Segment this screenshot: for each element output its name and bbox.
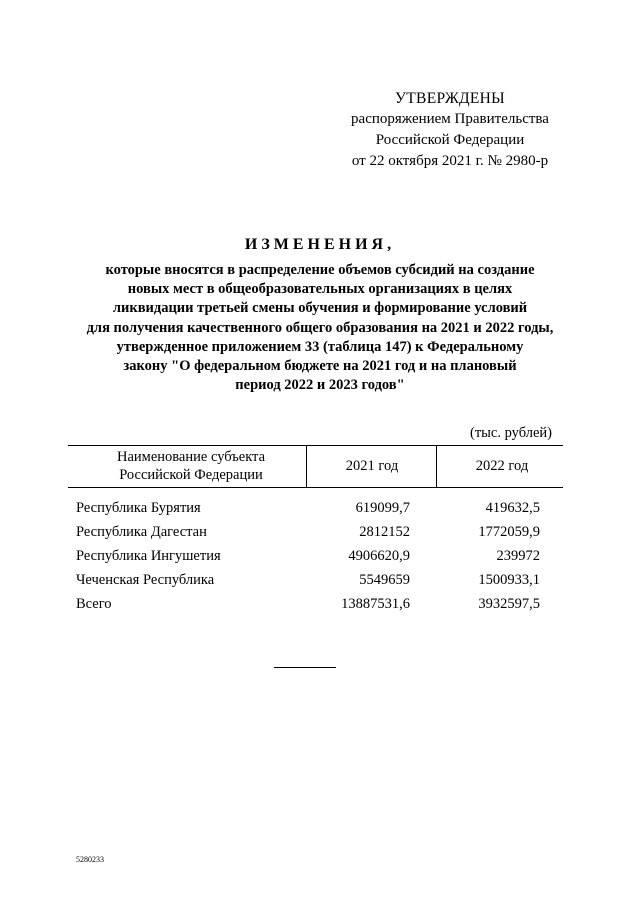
document-subtitle — [55, 261, 585, 395]
approval-block — [330, 88, 570, 172]
subtitle-line: период 2022 и 2023 годов" — [235, 377, 405, 394]
total-label: Всего — [76, 596, 112, 612]
column-divider — [306, 445, 307, 487]
value-2022: 419632,5 — [485, 500, 540, 516]
total-2021: 13887531,6 — [341, 596, 410, 612]
table-header-rule — [68, 487, 563, 488]
header-name: Наименование субъекта Российской Федерации — [116, 449, 266, 483]
units-label: (тыс. рублей) — [470, 425, 552, 441]
region-name: Республика Бурятия — [76, 500, 201, 516]
total-2022: 3932597,5 — [478, 596, 540, 612]
subtitle-line: которые вносятся в распределение объемов субсидий на создание — [105, 262, 535, 278]
table-top-rule — [68, 445, 563, 446]
value-2021: 619099,7 — [355, 500, 410, 516]
table-row — [0, 572, 640, 596]
subtitle-line: утвержденное приложением 33 (таблица 147) к Федеральному — [116, 338, 524, 355]
region-name: Чеченская Республика — [76, 572, 215, 588]
subtitle-line: новых мест в общеобразовательных организациях в целях — [127, 281, 513, 298]
end-of-document-rule — [274, 667, 336, 668]
header-2022: 2022 год — [475, 458, 529, 474]
value-2022: 1772059,9 — [478, 524, 540, 540]
subtitle-line: ликвидации третьей смены обучения и формирование условий — [112, 300, 528, 317]
value-2021: 2812152 — [359, 524, 410, 540]
table-row — [0, 524, 640, 548]
approval-line: распоряжением Правительства — [351, 111, 549, 127]
value-2022: 1500933,1 — [478, 572, 540, 588]
table-row-total — [0, 596, 640, 620]
subtitle-line: для получения качественного общего образования на 2021 и 2022 годы, — [86, 319, 554, 336]
header-2021: 2021 год — [345, 458, 399, 474]
value-2021: 4906620,9 — [348, 548, 410, 564]
approval-heading: УТВЕРЖДЕНЫ — [395, 90, 505, 107]
document-number: 5280233 — [76, 855, 104, 864]
region-name: Республика Дагестан — [76, 524, 207, 540]
value-2021: 5549659 — [359, 572, 410, 588]
value-2022: 239972 — [496, 548, 540, 564]
document-title: ИЗМЕНЕНИЯ, — [244, 236, 396, 253]
approval-line: от 22 октября 2021 г. № 2980-р — [351, 153, 549, 169]
subtitle-line: закону "О федеральном бюджете на 2021 год и на плановый — [123, 358, 517, 375]
region-name: Республика Ингушетия — [76, 548, 221, 564]
approval-line: Российской Федерации — [375, 132, 525, 148]
column-divider — [436, 445, 437, 487]
table-row — [0, 548, 640, 572]
table-row — [0, 500, 640, 524]
